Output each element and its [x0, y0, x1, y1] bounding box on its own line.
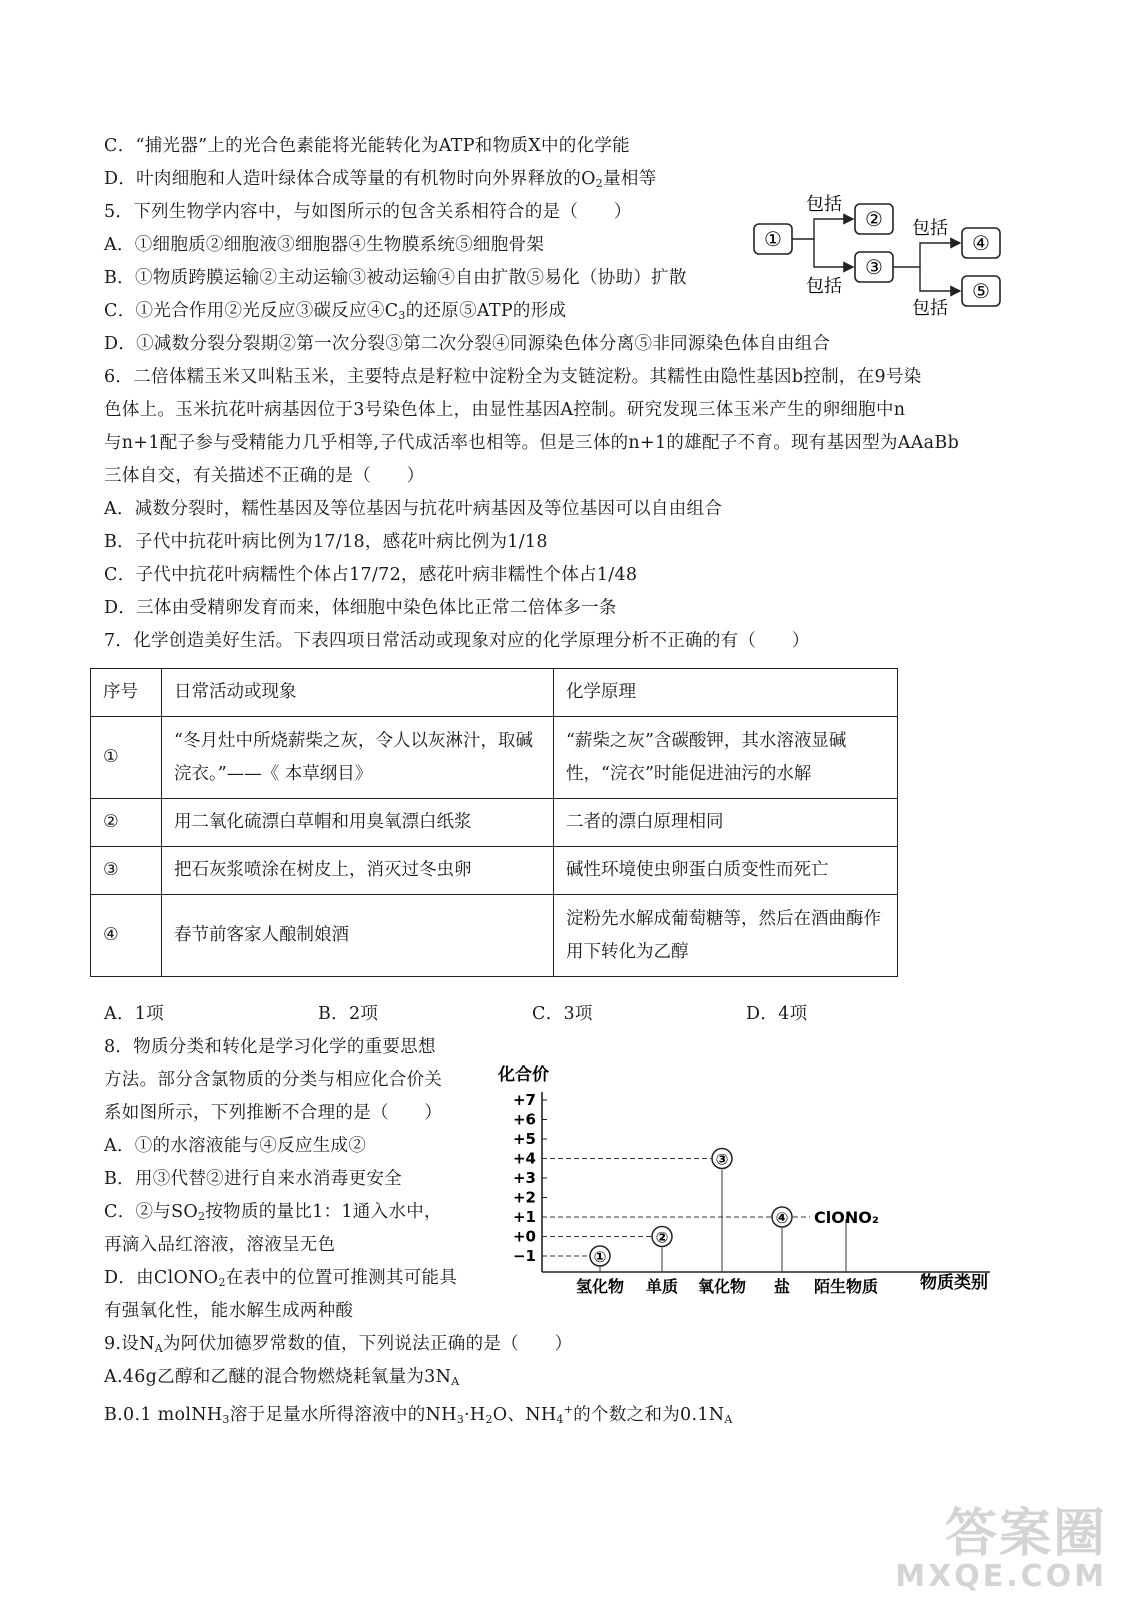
- q6-option-b: B．子代中抗花叶病比例为17/18，感花叶病比例为1/18: [104, 532, 548, 552]
- q6-stem-line1: 6．二倍体糯玉米又叫粘玉米，主要特点是籽粒中淀粉全为支链淀粉。其糯性由隐性基因b控制，在9号染: [104, 367, 922, 387]
- table-row: [91, 799, 898, 847]
- node-5-label: ⑤: [972, 279, 990, 303]
- q6-option-c: C．子代中抗花叶病糯性个体占17/72，感花叶病非糯性个体占1/48: [104, 565, 638, 585]
- y-tick-label: +6: [512, 1110, 536, 1129]
- table-header-row: [91, 669, 898, 717]
- q8-option-a: A．①的水溶液能与④反应生成②: [104, 1136, 367, 1156]
- node-1-label: ①: [764, 227, 782, 251]
- q8-option-b: B．用③代替②进行自来水消毒更安全: [104, 1169, 402, 1189]
- q5-option-b: B．①物质跨膜运输②主动运输③被动运输④自由扩散⑤易化（协助）扩散: [104, 268, 687, 288]
- y-tick-label: +7: [512, 1091, 536, 1109]
- point-label: ②: [655, 1228, 669, 1247]
- x-category-label: 氧化物: [697, 1277, 747, 1296]
- x-category-label: 陌生物质: [813, 1277, 879, 1296]
- y-tick-label: +5: [512, 1130, 536, 1148]
- q6-stem-line2: 色体上。玉米抗花叶病基因位于3号染色体上，由显性基因A控制。研究发现三体玉米产生的卵细胞中n: [104, 400, 906, 420]
- edge-3-4: [893, 243, 960, 267]
- table-cell: ②: [91, 799, 162, 847]
- q7-stem: 7．化学创造美好生活。下表四项日常活动或现象对应的化学原理分析不正确的有（ ）: [104, 631, 810, 651]
- table-cell: ④: [91, 895, 162, 977]
- valence-chart: [490, 1056, 1010, 1306]
- edge-label-3: 包括: [912, 218, 948, 239]
- table-cell: 春节前客家人酿制娘酒: [162, 895, 554, 977]
- y-tick-label: +1: [512, 1208, 536, 1226]
- edge-1-3: [814, 239, 853, 267]
- q4-option-c: C．“捕光器”上的光合色素能将光能转化为ATP和物质X中的化学能: [104, 136, 630, 156]
- y-axis-label: 化合价: [498, 1065, 549, 1085]
- y-tick-label: +4: [512, 1149, 536, 1168]
- q5-option-c: C．①光合作用②光反应③碳反应$④C_3$的还原⑤ATP的形成: [104, 301, 567, 322]
- edge-label-4: 包括: [912, 298, 948, 319]
- q8-option-c-line2: 再滴入品红溶液，溶液呈无色: [104, 1235, 336, 1255]
- q7-option-d: D．4项: [746, 1004, 808, 1024]
- q9-stem: 9.设$N_A$为阿伏加德罗常数的值，下列说法正确的是（ ）: [104, 1334, 573, 1355]
- table-row: [91, 717, 898, 799]
- q5-stem: 5．下列生物学内容中，与如图所示的包含关系相符合的是（ ）: [104, 202, 632, 222]
- q8-stem-line1: 8．物质分类和转化是学习化学的重要思想: [104, 1037, 436, 1057]
- y-tick-label: +3: [512, 1169, 536, 1187]
- point-label: ClONO₂: [814, 1208, 879, 1227]
- y-tick-label: +2: [512, 1188, 536, 1207]
- q9-option-a: A.46g乙醇和乙醚的混合物燃烧耗氧量为$3N_A$: [104, 1367, 460, 1388]
- q9-option-b: B.0.1 molNH$_3$溶于足量水所得溶液中的$NH_3\cdot H_2O$、$NH_4^+$的个数之和为$0.1N_A$: [104, 1403, 733, 1426]
- header-cell: 序号: [91, 669, 162, 717]
- header-cell: 化学原理: [554, 669, 898, 717]
- q8-option-d-line2: 有强氧化性，能水解生成两种酸: [104, 1301, 354, 1321]
- q6-option-d: D．三体由受精卵发育而来，体细胞中染色体比正常二倍体多一条: [104, 598, 617, 618]
- q8-option-d-line1: D．由ClONO$_2$在表中的位置可推测其可能具: [104, 1268, 458, 1289]
- q6-stem-line3: 与n+1配子参与受精能力几乎相等,子代成活率也相等。但是三体的n+1的雄配子不育。现有基因型为AAaBb: [104, 433, 960, 453]
- point-label: ①: [593, 1248, 607, 1266]
- q5-option-a: A．①细胞质②细胞液③细胞器④生物膜系统⑤细胞骨架: [104, 235, 545, 255]
- edge-label-1: 包括: [806, 194, 842, 215]
- q6-stem-line4: 三体自交，有关描述不正确的是（ ）: [104, 466, 425, 486]
- q7-option-c: C．3项: [532, 1004, 593, 1024]
- table-cell: 碱性环境使虫卵蛋白质变性而死亡: [554, 847, 898, 895]
- table-row: [91, 847, 898, 895]
- node-4-label: ④: [972, 231, 990, 255]
- table-cell: ③: [91, 847, 162, 895]
- x-axis-label: 物质类别: [920, 1273, 988, 1293]
- q5-option-d: D．①减数分裂分裂期②第一次分裂③第二次分裂④同源染色体分离⑤非同源染色体自由组合: [104, 334, 831, 354]
- table-cell: ①: [91, 717, 162, 799]
- node-3-label: ③: [865, 255, 883, 279]
- edge-1-2: [792, 219, 853, 239]
- x-category-label: 氢化物: [575, 1277, 625, 1296]
- inclusion-diagram: [748, 188, 1010, 320]
- node-2-label: ②: [865, 207, 883, 231]
- edge-label-2: 包括: [806, 276, 842, 297]
- q4-option-d: D．叶肉细胞和人造叶绿体合成等量的有机物时向外界释放的$O_2$量相等: [104, 169, 657, 190]
- table-cell: 二者的漂白原理相同: [554, 799, 898, 847]
- q8-option-c-line1: C．②与$SO_2$按物质的量比1：1通入水中，: [104, 1202, 442, 1223]
- watermark-logo: 答案圈 MXQE.COM: [895, 1504, 1107, 1594]
- q8-stem-line3: 系如图所示，下列推断不合理的是（ ）: [104, 1103, 443, 1123]
- table-cell: “薪柴之灰”含碳酸钾，其水溶液显碱性，“浣衣”时能促进油污的水解: [554, 717, 898, 799]
- edge-3-5: [920, 267, 960, 291]
- header-cell: 日常活动或现象: [162, 669, 554, 717]
- table-cell: 淀粉先水解成葡萄糖等，然后在酒曲酶作用下转化为乙醇: [554, 895, 898, 977]
- q6-option-a: A．减数分裂时，糯性基因及等位基因与抗花叶病基因及等位基因可以自由组合: [104, 499, 723, 519]
- q7-option-b: B．2项: [318, 1004, 379, 1024]
- x-category-label: 盐: [773, 1277, 791, 1296]
- table-cell: 用二氧化硫漂白草帽和用臭氧漂白纸浆: [162, 799, 554, 847]
- point-label: ③: [715, 1150, 729, 1169]
- q8-stem-line2: 方法。部分含氯物质的分类与相应化合价关: [104, 1070, 443, 1090]
- x-category-label: 单质: [645, 1277, 679, 1296]
- y-tick-label: −1: [512, 1247, 536, 1265]
- q7-option-a: A．1项: [104, 1004, 164, 1024]
- q7-table: [90, 668, 898, 977]
- table-row: [91, 895, 898, 977]
- y-tick-label: +0: [512, 1227, 536, 1246]
- table-cell: “冬月灶中所烧薪柴之灰，令人以灰淋汁，取碱浣衣。”——《 本草纲目》: [162, 717, 554, 799]
- table-cell: 把石灰浆喷涂在树皮上，消灭过冬虫卵: [162, 847, 554, 895]
- point-label: ④: [775, 1209, 789, 1227]
